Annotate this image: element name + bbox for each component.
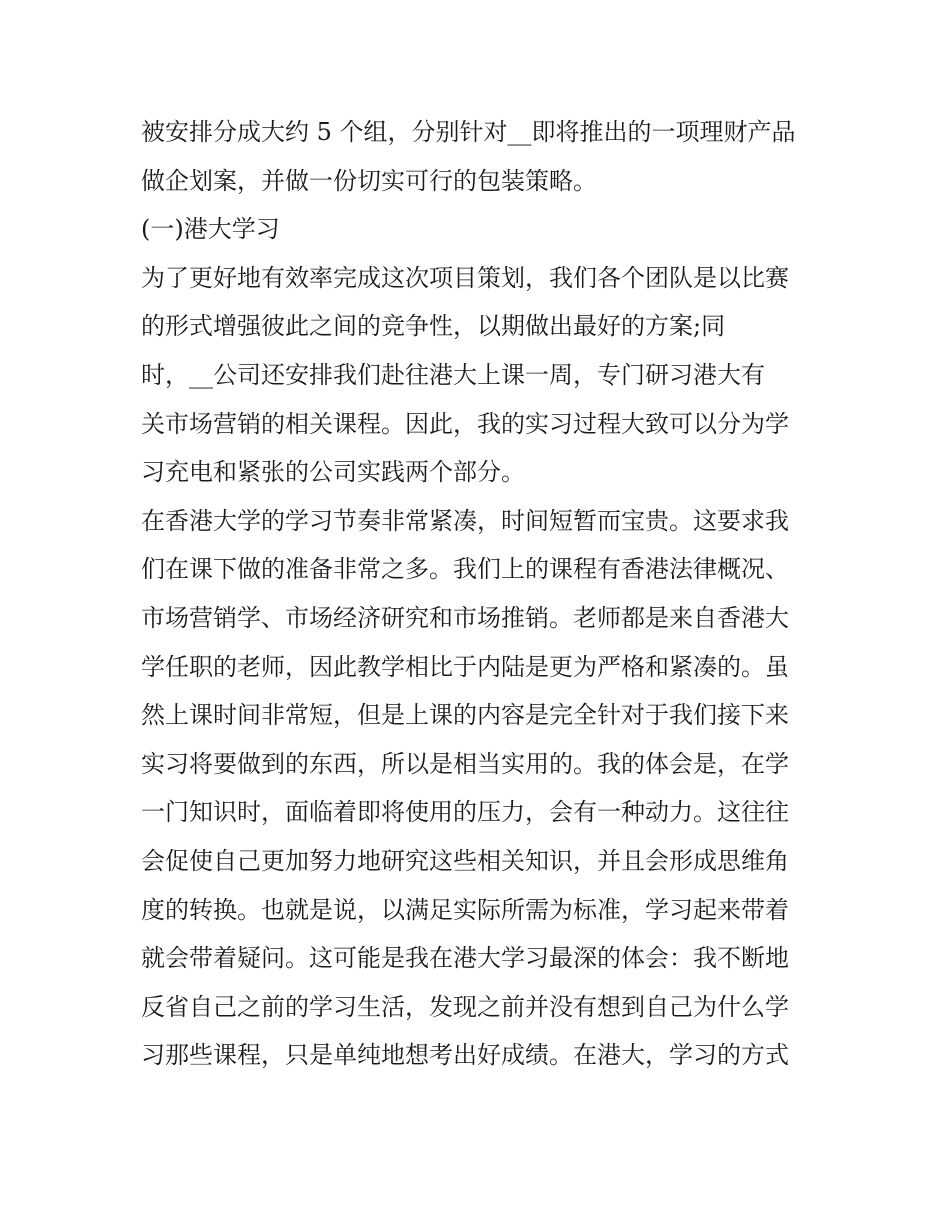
- text-line: 为了更好地有效率完成这次项目策划，我们各个团队是以比赛: [141, 263, 789, 292]
- text-line: 关市场营销的相关课程。因此，我的实习过程大致可以分为学: [141, 409, 789, 438]
- text-line: 学任职的老师，因此教学相比于内陆是更为严格和紧凑的。虽: [141, 652, 789, 681]
- text-line: 做企划案，并做一份切实可行的包装策略。: [141, 166, 597, 195]
- text-line: 被安排分成大约 5 个组，分别针对__即将推出的一项理财产品: [141, 118, 796, 146]
- text-line: 反省自己之前的学习生活，发现之前并没有想到自己为什么学: [141, 992, 789, 1021]
- text-line: 就会带着疑问。这可能是我在港大学习最深的体会：我不断地: [141, 944, 789, 973]
- text-line: 会促使自己更加努力地研究这些相关知识，并且会形成思维角: [141, 846, 789, 875]
- text-line: 习那些课程，只是单纯地想考出好成绩。在港大，学习的方式: [141, 1041, 789, 1070]
- text-line: 一门知识时，面临着即将使用的压力，会有一种动力。这往往: [141, 798, 789, 827]
- text-line: 然上课时间非常短，但是上课的内容是完全针对于我们接下来: [141, 701, 789, 730]
- text-line: 在香港大学的学习节奏非常紧凑，时间短暂而宝贵。这要求我: [141, 506, 789, 535]
- body-text: [141, 108, 816, 1080]
- text-line: 实习将要做到的东西，所以是相当实用的。我的体会是，在学: [141, 749, 789, 778]
- text-line: 时，__公司还安排我们赴往港大上课一周，专门研习港大有: [141, 360, 765, 389]
- text-line: 市场营销学、市场经济研究和市场推销。老师都是来自香港大: [141, 603, 789, 632]
- text-line: 度的转换。也就是说，以满足实际所需为标准，学习起来带着: [141, 895, 789, 924]
- text-line: 的形式增强彼此之间的竞争性，以期做出最好的方案;同: [141, 312, 726, 341]
- section-heading: (一)港大学习: [141, 215, 280, 244]
- text-line: 习充电和紧张的公司实践两个部分。: [141, 458, 525, 487]
- text-line: 们在课下做的准备非常之多。我们上的课程有香港法律概况、: [141, 555, 789, 584]
